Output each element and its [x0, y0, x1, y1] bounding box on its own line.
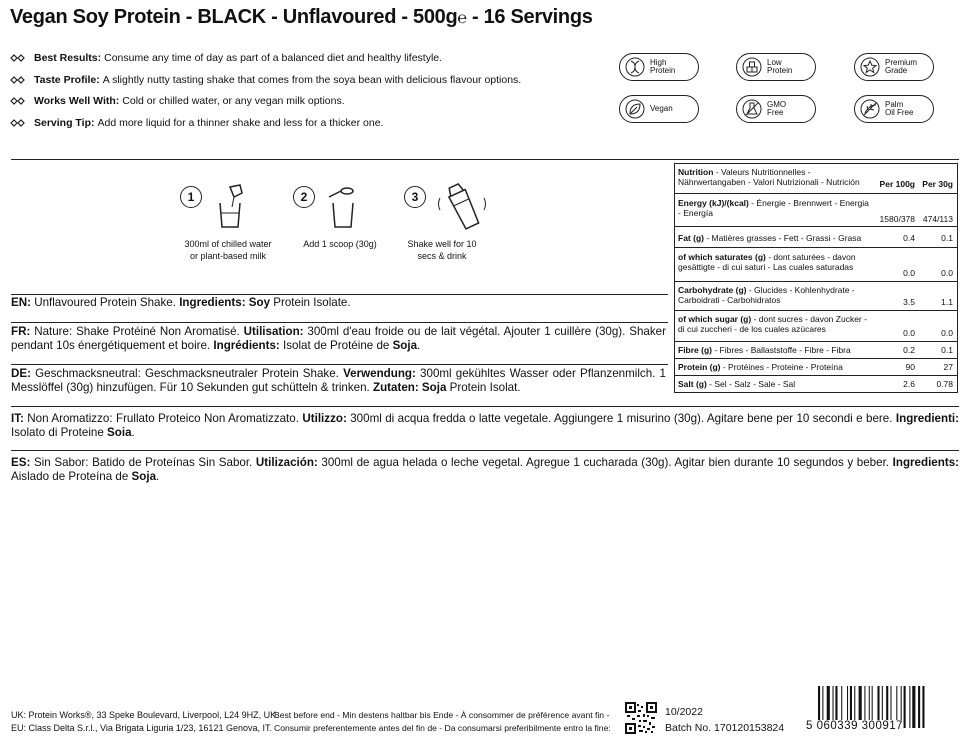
info-label: Best Results:	[34, 52, 102, 64]
lang-code: FR:	[11, 325, 31, 338]
table-row	[675, 282, 957, 311]
lang-text: Isolat de Protéine de	[279, 339, 393, 352]
glass-pour-icon	[212, 183, 248, 229]
divider	[11, 450, 959, 451]
address-uk: UK: Protein Works®, 33 Speke Boulevard, Liverpool, L24 9HZ, UK.	[11, 710, 279, 720]
step-text-line: Add 1 scoop (30g)	[303, 239, 377, 249]
badge-label: GMO	[767, 100, 787, 109]
double-chevron-icon	[10, 75, 26, 85]
info-label: Works Well With:	[34, 95, 120, 107]
barcode-bar	[922, 686, 924, 728]
lang-fr	[11, 325, 666, 353]
estimated-sign: ℮	[457, 10, 467, 27]
lang-text: .	[417, 339, 421, 352]
divider	[11, 159, 959, 160]
lang-label: Utilizzo:	[302, 412, 347, 425]
lang-text: Protein Isolat.	[446, 381, 521, 394]
nutrient-translations: - Fibres - Ballaststoffe - Fibre - Fibra	[712, 345, 851, 355]
lang-label: Ingredienti:	[895, 412, 960, 425]
lang-allergen: Soja	[131, 470, 157, 483]
table-row	[675, 227, 957, 248]
title-main: Vegan Soy Protein - BLACK - Unflavoured - 500g	[10, 6, 458, 28]
lang-text: .	[131, 426, 135, 439]
lang-text: Protein Isolate.	[270, 296, 351, 309]
table-row	[675, 248, 957, 282]
barcode-bar	[904, 686, 906, 728]
table-row	[675, 342, 957, 359]
step-number: 3	[404, 186, 426, 208]
lang-text: 300ml gekühltes Wasser oder Pflanzenmilch. 1 Messlöffel (30g) hinzufügen. Für 10 Sekunden gut schütteln & trinken.	[11, 367, 666, 394]
nutrient-translations: - dont saturées - davon gesättigte - di cui saturi - Las cuales saturadas	[678, 252, 856, 272]
lang-allergen: Soia	[107, 426, 132, 439]
best-before-text: Best before end - Min destens haltbar bis Ende - À consommer de préférence avant fin -	[274, 710, 610, 720]
lang-code: DE:	[11, 367, 31, 380]
step-text	[168, 238, 288, 262]
address-eu: EU: Class Delta S.r.l., Via Brigata Liguria 1/23, 16121 Genova, IT.	[11, 723, 272, 733]
badge-label: Protein	[767, 66, 793, 75]
table-row	[675, 376, 957, 393]
lang-text: Unflavoured Protein Shake.	[30, 296, 180, 309]
nutrient-translations: - Sel - Salz - Sale - Sal	[706, 379, 796, 389]
info-serving-tip	[10, 117, 383, 129]
lang-label: Utilisation:	[243, 325, 304, 338]
per-100g-value: 0.0	[903, 328, 915, 338]
double-chevron-icon	[10, 53, 26, 63]
per-100g-value: 0.4	[903, 233, 915, 243]
badge-palm-oil-free	[854, 95, 934, 123]
per-30g-value: 1.1	[941, 297, 953, 307]
step-text-line: or plant-based milk	[189, 251, 267, 261]
badge-low-protein	[736, 53, 816, 81]
info-text: Cold or chilled water, or any vegan milk options.	[122, 95, 345, 107]
step-text-line: 300ml of chilled water	[184, 239, 272, 249]
nutrient-translations: - Matières grasses - Fett - Grassi - Grasa	[703, 233, 862, 243]
step-text-line: Shake well for 10	[407, 239, 477, 249]
badge-label: Low	[767, 58, 782, 67]
badge-label: Palm	[885, 100, 904, 109]
flask-icon	[742, 99, 762, 119]
lang-label: Ingrédients:	[213, 339, 280, 352]
badge-label: Oil Free	[885, 108, 914, 117]
title-servings: - 16 Servings	[466, 6, 593, 28]
per-100g-value: 0.2	[903, 345, 915, 355]
badge-vegan	[619, 95, 699, 123]
dna-icon	[625, 57, 645, 77]
step-text	[280, 238, 400, 250]
step-text	[404, 238, 480, 262]
divider	[11, 406, 959, 407]
nutrient-name: of which sugar (g)	[678, 314, 752, 324]
nutrient-translations: - Protéines - Proteine - Proteína	[720, 362, 843, 372]
info-best-results	[10, 52, 442, 64]
lang-text: .	[156, 470, 160, 483]
info-text: Add more liquid for a thinner shake and less for a thicker one.	[97, 117, 384, 129]
double-chevron-icon	[10, 96, 26, 106]
divider	[11, 294, 668, 295]
step-number: 1	[180, 186, 202, 208]
per-30g-value: 474/113	[922, 214, 953, 224]
badge-label: Protein	[650, 66, 676, 75]
column-header: Per 100g	[879, 179, 915, 189]
lang-text: Non Aromatizzo: Frullato Proteico Non Aromatizzato.	[23, 412, 303, 425]
lang-text: 300ml de agua helada o leche vegetal. Agregue 1 cucharada (30g). Agitar bien durante 10 segundos y beber.	[317, 456, 893, 469]
info-label: Serving Tip:	[34, 117, 95, 129]
nutrient-name: Fibre (g)	[678, 345, 712, 355]
badge-gmo-free	[736, 95, 816, 123]
badge-label: High	[650, 58, 667, 67]
per-100g-value: 2.6	[903, 379, 915, 389]
per-30g-value: 0.1	[941, 233, 953, 243]
lang-es	[11, 456, 959, 484]
lang-text: 300ml d'eau froide ou de lait végétal. Ajouter 1 cuillère (30g). Shaker pendant 10s énergétiquement et boire.	[11, 325, 666, 352]
nutrition-table	[674, 163, 958, 393]
per-30g-value: 0.78	[936, 379, 953, 389]
per-30g-value: 0.0	[941, 268, 953, 278]
lang-text: Nature: Shake Protéiné Non Aromatisé.	[30, 325, 244, 338]
batch-number: Batch No. 170120153824	[665, 722, 785, 734]
per-30g-value: 0.0	[941, 328, 953, 338]
nutrient-name: Energy (kJ)/(kcal)	[678, 198, 749, 208]
lang-label: Ingredients: Soy	[179, 296, 271, 309]
badge-label: Grade	[885, 66, 908, 75]
best-before-text: Consumir preferentemente antes del fin de - Da consumarsi preferibilmente entro la fine:	[274, 723, 611, 733]
divider	[11, 364, 668, 365]
info-text: A slightly nutty tasting shake that comes from the soya bean with delicious flavour options.	[102, 74, 522, 86]
lang-label: Zutaten: Soja	[372, 381, 447, 394]
nutrient-translations: - Énergie - Brennwert - Energia - Energía	[678, 198, 869, 218]
double-chevron-icon	[10, 118, 26, 128]
badge-label: Premium	[885, 58, 918, 67]
lang-en	[11, 296, 666, 310]
lang-label: Utilización:	[255, 456, 318, 469]
step-number: 2	[293, 186, 315, 208]
per-100g-value: 90	[905, 362, 915, 372]
shaker-icon	[436, 180, 490, 232]
badge-label: Free	[767, 108, 784, 117]
lang-code: ES:	[11, 456, 31, 469]
nutrient-translations: - Glucides - Kohlenhydrate - Carboidrati - Carbohidratos	[678, 285, 855, 305]
nutrition-header	[675, 164, 957, 194]
lang-text: Aislado de Proteína de	[11, 470, 132, 483]
lang-text: Geschmacksneutral: Geschmacksneutraler Protein Shake.	[30, 367, 344, 380]
barcode-bar	[918, 686, 920, 728]
nutrition-title: Nutrition	[678, 167, 714, 177]
step-text-line: secs & drink	[417, 251, 467, 261]
lang-allergen: Soja	[392, 339, 418, 352]
per-30g-value: 0.1	[941, 345, 953, 355]
table-row	[675, 194, 957, 227]
nutrient-name: Protein (g)	[678, 362, 721, 372]
lang-label: Verwendung:	[343, 367, 416, 380]
table-row	[675, 359, 957, 376]
nutrient-name: Carbohydrate (g)	[678, 285, 747, 295]
nutrient-name: of which saturates (g)	[678, 252, 766, 262]
badge-label: Vegan	[650, 104, 673, 113]
palm-leaf-icon	[860, 99, 880, 119]
scoop-glass-icon	[325, 183, 361, 229]
per-30g-value: 27	[943, 362, 953, 372]
lang-it	[11, 412, 959, 440]
leaf-icon	[625, 99, 645, 119]
lang-de	[11, 367, 666, 395]
per-100g-value: 3.5	[903, 297, 915, 307]
per-100g-value: 1580/378	[879, 214, 915, 224]
nutrient-translations: - dont sucres - davon Zucker - di cui zuccheri - de los cuales azúcares	[678, 314, 867, 334]
lang-code: IT:	[11, 412, 24, 425]
lang-text: Isolato di Proteine	[11, 426, 108, 439]
qr-code-icon	[625, 702, 657, 734]
badge-high-protein	[619, 53, 699, 81]
barcode-bar	[909, 686, 910, 728]
product-title	[10, 6, 593, 29]
nutrient-name: Salt (g)	[678, 379, 707, 389]
lang-text: 300ml di acqua fredda o latte vegetale. Aggiungere 1 misurino (30g). Agitare bene per 10 secondi e bere.	[346, 412, 896, 425]
column-header: Per 30g	[922, 179, 953, 189]
best-before-date: 10/2022	[665, 706, 703, 718]
nutrient-name: Fat (g)	[678, 233, 704, 243]
table-row	[675, 311, 957, 342]
barcode-bar	[912, 686, 915, 728]
badge-premium-grade	[854, 53, 934, 81]
info-works-well-with	[10, 95, 345, 107]
info-text: Consume any time of day as part of a balanced diet and healthy lifestyle.	[104, 52, 443, 64]
lang-code: EN:	[11, 296, 31, 309]
star-icon	[860, 57, 880, 77]
lang-text: Sin Sabor: Batido de Proteínas Sin Sabor.	[30, 456, 256, 469]
per-100g-value: 0.0	[903, 268, 915, 278]
blocks-icon	[742, 57, 762, 77]
info-label: Taste Profile:	[34, 74, 100, 86]
info-taste-profile	[10, 74, 521, 86]
barcode-number: 5 060339 300917	[806, 720, 904, 732]
lang-label: Ingredients:	[892, 456, 960, 469]
divider	[11, 322, 668, 323]
nutrition-subtitle: - Valeurs Nutritionnelles - Nährwertangaben - Valori Nutrizionali - Nutrición	[678, 167, 860, 187]
